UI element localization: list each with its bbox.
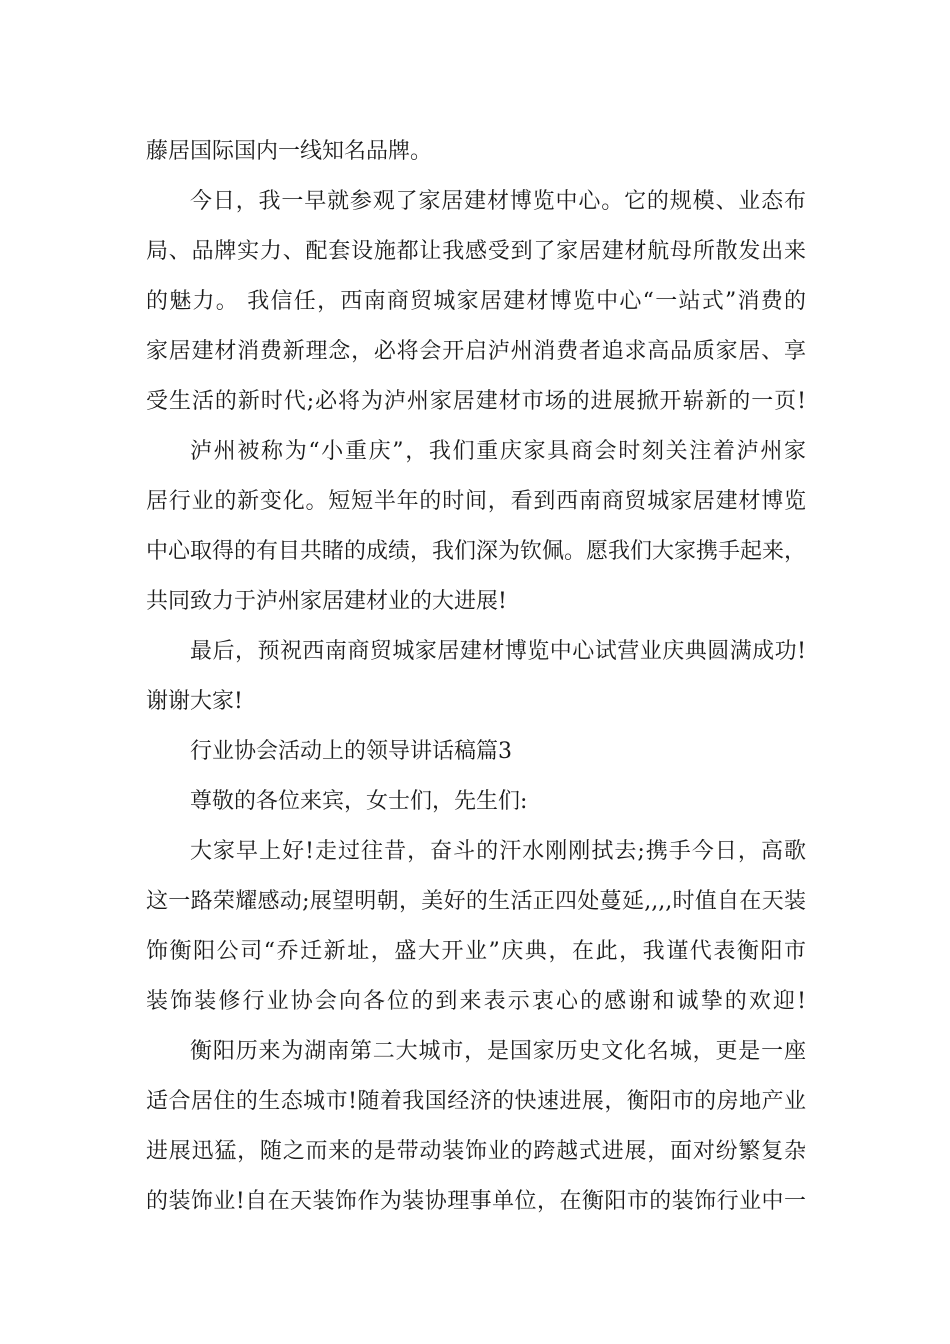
text-line: 藤居国际国内一线知名品牌。 <box>146 139 433 164</box>
text-line: 受生活的新时代;必将为泸州家居建材市场的进展掀开崭新的一页! <box>146 389 806 414</box>
text-line: 大家早上好!走过往昔，奋斗的汗水刚刚拭去;携手今日，高歌 <box>190 839 806 864</box>
text-line: 衡阳历来为湖南第二大城市，是国家历史文化名城，更是一座 <box>190 1039 806 1064</box>
text-line: 饰衡阳公司“乔迁新址，盛大开业”庆典，在此，我谨代表衡阳市 <box>146 939 806 964</box>
text-line: 家居建材消费新理念，必将会开启泸州消费者追求高品质家居、享 <box>146 339 806 364</box>
text-line: 这一路荣耀感动;展望明朝，美好的生活正四处蔓延,,,,时值自在天装 <box>146 889 806 914</box>
text-line: 装饰装修行业协会向各位的到来表示衷心的感谢和诚挚的欢迎! <box>146 989 806 1014</box>
text-line: 适合居住的生态城市!随着我国经济的快速进展，衡阳市的房地产业 <box>146 1089 806 1114</box>
text-line: 泸州被称为“小重庆”，我们重庆家具商会时刻关注着泸州家 <box>190 439 806 464</box>
text-line: 谢谢大家! <box>146 689 243 714</box>
text-line: 今日，我一早就参观了家居建材博览中心。它的规模、业态布 <box>190 189 806 214</box>
text-line: 居行业的新变化。短短半年的时间，看到西南商贸城家居建材博览 <box>146 489 806 514</box>
text-line: 进展迅猛，随之而来的是带动装饰业的跨越式进展，面对纷繁复杂 <box>146 1139 806 1164</box>
salutation-line: 尊敬的各位来宾，女士们，先生们: <box>190 789 528 814</box>
text-line: 局、品牌实力、配套设施都让我感受到了家居建材航母所散发出来 <box>146 239 806 264</box>
text-line: 共同致力于泸州家居建材业的大进展! <box>146 589 507 614</box>
section-heading: 行业协会活动上的领导讲话稿篇3 <box>190 739 512 764</box>
text-line: 最后，预祝西南商贸城家居建材博览中心试营业庆典圆满成功! <box>190 639 806 664</box>
text-line: 中心取得的有目共睹的成绩，我们深为钦佩。愿我们大家携手起来， <box>146 539 806 564</box>
text-line: 的魅力。 我信任，西南商贸城家居建材博览中心“一站式”消费的 <box>146 289 806 314</box>
text-line: 的装饰业!自在天装饰作为装协理事单位，在衡阳市的装饰行业中一 <box>146 1189 806 1214</box>
